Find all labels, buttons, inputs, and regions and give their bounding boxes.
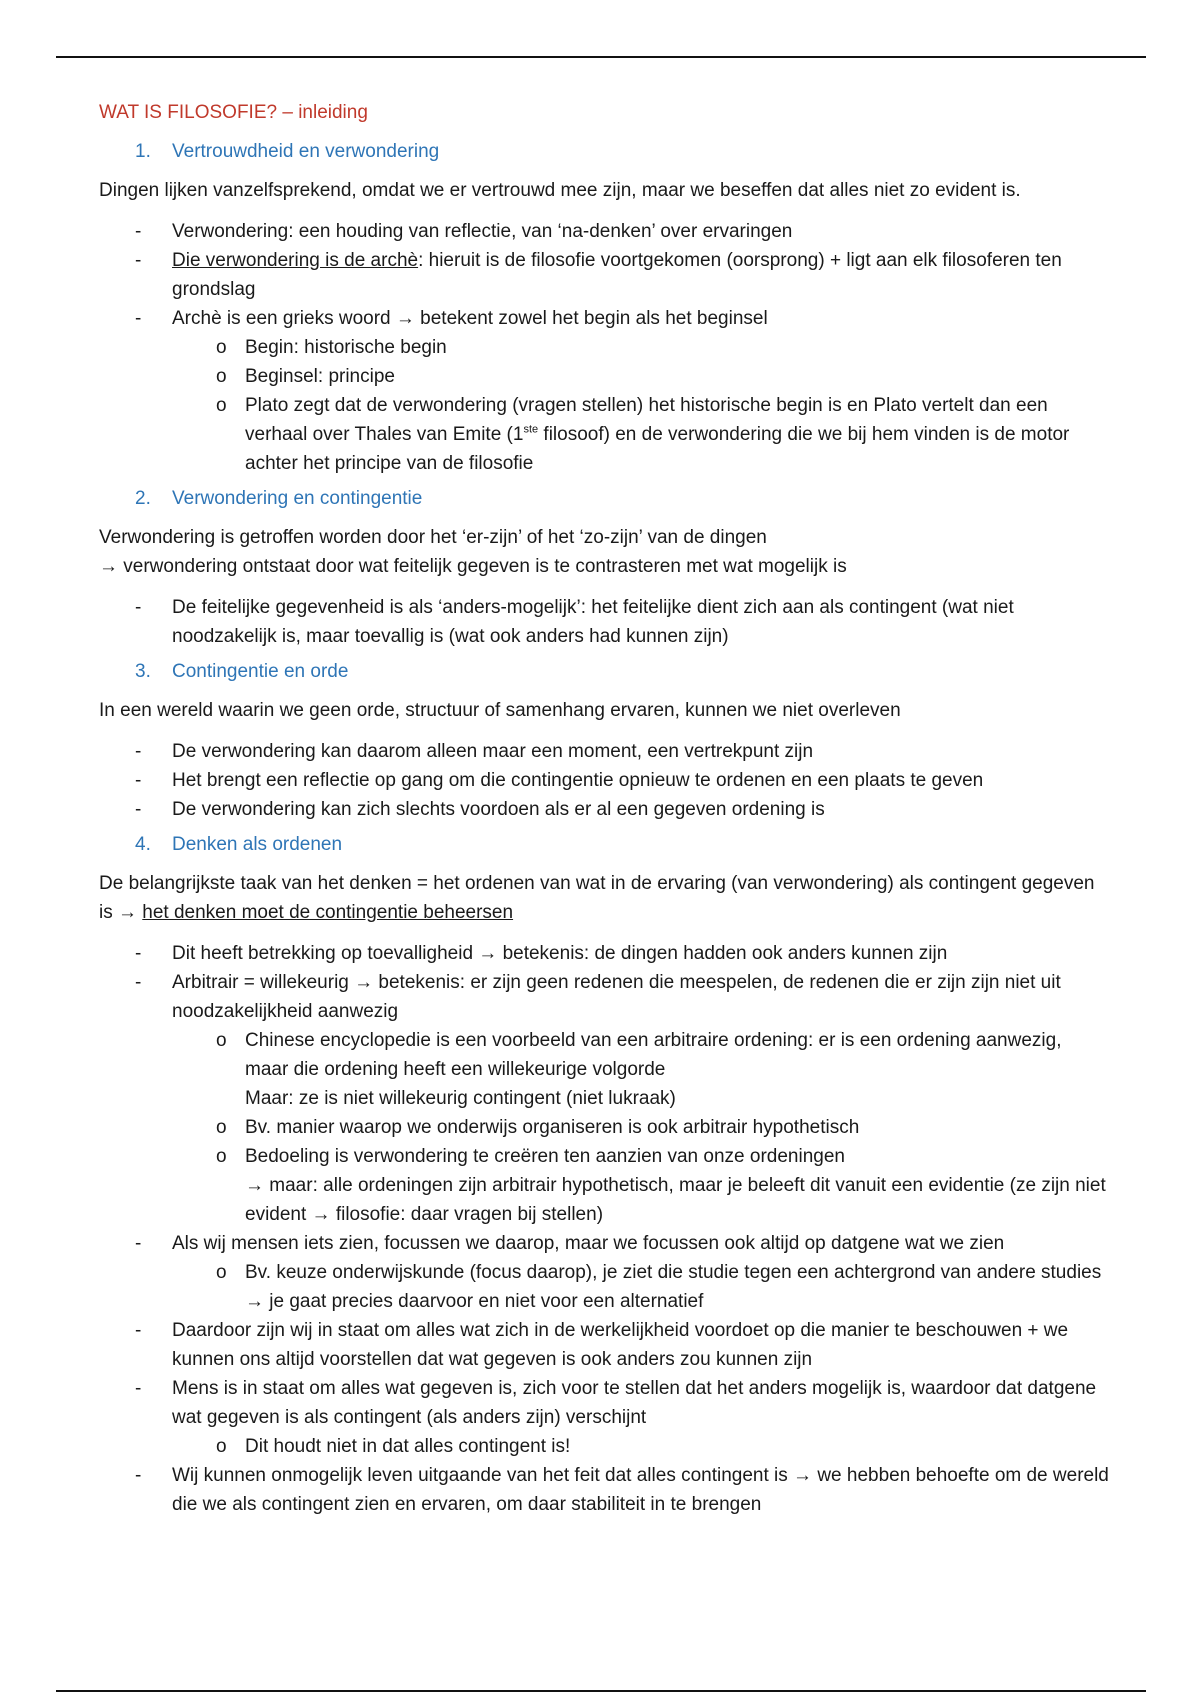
section-title: Vertrouwdheid en verwondering: [172, 141, 440, 162]
underlined-text: het denken moet de contingentie beheersen: [142, 902, 514, 923]
section-2-heading: [99, 484, 1109, 513]
list-item: - De verwondering kan zich slechts voordoen als er al een gegeven ordening is: [99, 795, 1109, 824]
sub-list-item: [172, 1142, 1109, 1229]
list-item-text: Als wij mensen iets zien, focussen we daarop, maar we focussen ook altijd op datgene wat we zien: [172, 1233, 1005, 1254]
paragraph-text: De belangrijkste taak van het denken = het ordenen van wat in de ervaring (van verwondering) als contingent gegeven is →: [99, 873, 1095, 923]
section-title: Contingentie en orde: [172, 661, 349, 682]
list-item: - Verwondering: een houding van reflectie, van ‘na-denken’ over ervaringen: [99, 217, 1109, 246]
list-item-text: Chinese encyclopedie is een voorbeeld van een arbitraire ordening: er is een ordening aanwezig, maar die ordening heeft een willekeurige volgorde: [245, 1030, 1062, 1080]
sub-list: [172, 1432, 1109, 1461]
sub-list-item: o Bv. keuze onderwijskunde (focus daarop), je ziet die studie tegen een achtergrond van andere studies → je gaat precies daarvoor en niet voor een alternatief: [172, 1258, 1109, 1316]
list-item: - De verwondering kan daarom alleen maar een moment, een vertrekpunt zijn: [99, 737, 1109, 766]
section-1-heading: [99, 137, 1109, 166]
paragraph: Verwondering is getroffen worden door het ‘er-zijn’ of het ‘zo-zijn’ van de dingen: [99, 527, 767, 548]
section-3-heading: [99, 657, 1109, 686]
section-number: 2.: [135, 488, 151, 509]
list-item-text: Archè is een grieks woord → betekent zowel het begin als het beginsel: [172, 308, 768, 329]
bullet-list: [99, 939, 1109, 1519]
top-rule: [56, 56, 1146, 58]
document-page: [99, 98, 1109, 1525]
sub-list: [172, 1258, 1109, 1316]
sub-list-item: [172, 1026, 1109, 1113]
paragraph: In een wereld waarin we geen orde, structuur of samenhang ervaren, kunnen we niet overleven: [99, 700, 901, 721]
document-title: WAT IS FILOSOFIE? – inleiding: [99, 102, 368, 123]
list-item: [99, 968, 1109, 1229]
section-number: 1.: [135, 141, 151, 162]
sub-list-item: o Beginsel: principe: [172, 362, 1109, 391]
list-item: - Wij kunnen onmogelijk leven uitgaande van het feit dat alles contingent is → we hebben behoefte om de wereld die we als contingent zien en ervaren, om daar stabiliteit in te brengen: [99, 1461, 1109, 1519]
list-item-text: → maar: alle ordeningen zijn arbitrair hypothetisch, maar je beleeft dit vanuit een evidentie (ze zijn niet evident → filosofie: daar vragen bij stellen): [245, 1175, 1106, 1225]
list-item-text: filosoof) en de verwondering die we bij hem vinden is de motor achter het principe van de filosofie: [245, 424, 1070, 474]
section-title: Denken als ordenen: [172, 834, 343, 855]
list-item-text: : hieruit is de filosofie voortgekomen (oorsprong) + ligt aan elk filosoferen ten grondslag: [172, 250, 1062, 300]
bullet-list: [99, 593, 1109, 651]
list-item: - De feitelijke gegevenheid is als ‘anders-mogelijk’: het feitelijke dient zich aan als contingent (wat niet noodzakelijk is, maar toevallig is (wat ook anders had kunnen zijn): [99, 593, 1109, 651]
list-item-text: Arbitrair = willekeurig → betekenis: er zijn geen redenen die meespelen, de redenen die er zijn zijn niet uit noodzakelijkheid aanwezig: [172, 972, 1061, 1022]
section-title: Verwondering en contingentie: [172, 488, 423, 509]
list-item: [99, 304, 1109, 478]
section-number: 3.: [135, 661, 151, 682]
list-item-text: Plato zegt dat de verwondering (vragen stellen) het historische begin is en Plato vertelt dan een verhaal over Thales van Emite (1: [245, 395, 1048, 445]
paragraph: Dingen lijken vanzelfsprekend, omdat we er vertrouwd mee zijn, maar we beseffen dat alles niet zo evident is.: [99, 180, 1021, 201]
superscript: ste: [523, 423, 539, 436]
paragraph: [99, 869, 1109, 927]
bottom-rule: [56, 1690, 1146, 1692]
list-item: - Dit heeft betrekking op toevalligheid → betekenis: de dingen hadden ook anders kunnen zijn: [99, 939, 1109, 968]
paragraph: → verwondering ontstaat door wat feitelijk gegeven is te contrasteren met wat mogelijk is: [99, 556, 847, 577]
list-item: - Het brengt een reflectie op gang om die contingentie opnieuw te ordenen en een plaats te geven: [99, 766, 1109, 795]
list-item-text: Bedoeling is verwondering te creëren ten aanzien van onze ordeningen: [245, 1146, 845, 1167]
bullet-list: [99, 737, 1109, 824]
list-item: [99, 1374, 1109, 1461]
sub-list: [172, 333, 1109, 478]
list-item-text: Mens is in staat om alles wat gegeven is, zich voor te stellen dat het anders mogelijk is, waardoor dat datgene wat gegeven is als contingent (als anders zijn) verschijnt: [172, 1378, 1097, 1428]
section-number: 4.: [135, 834, 151, 855]
section-4-heading: [99, 830, 1109, 859]
sub-list: [172, 1026, 1109, 1229]
list-item: [99, 1229, 1109, 1316]
list-item-text: Maar: ze is niet willekeurig contingent (niet lukraak): [245, 1088, 676, 1109]
bullet-list: [99, 217, 1109, 478]
sub-list-item: [172, 391, 1109, 478]
list-item: [99, 246, 1109, 304]
sub-list-item: o Dit houdt niet in dat alles contingent is!: [172, 1432, 1109, 1461]
sub-list-item: o Bv. manier waarop we onderwijs organiseren is ook arbitrair hypothetisch: [172, 1113, 1109, 1142]
underlined-text: Die verwondering is de archè: [172, 250, 419, 271]
sub-list-item: o Begin: historische begin: [172, 333, 1109, 362]
list-item: - Daardoor zijn wij in staat om alles wat zich in de werkelijkheid voordoet op die manier te beschouwen + we kunnen ons altijd voorstellen dat wat gegeven is ook anders zou kunnen zijn: [99, 1316, 1109, 1374]
